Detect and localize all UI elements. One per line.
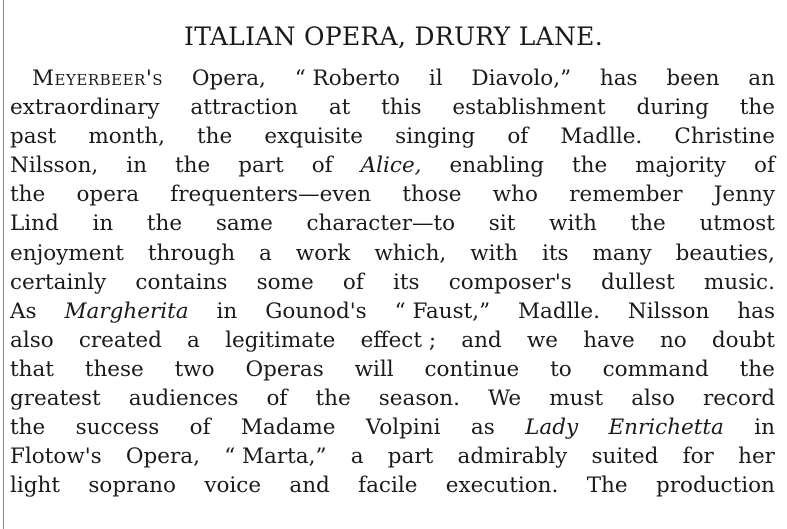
word: the <box>10 415 46 441</box>
word: The <box>586 473 628 499</box>
text-line <box>10 471 775 500</box>
word: in <box>216 298 238 324</box>
word: success <box>75 415 160 441</box>
word: many <box>592 240 652 266</box>
word: Opera, <box>125 444 200 470</box>
word: beauties, <box>675 240 775 266</box>
word: which, <box>374 240 447 266</box>
word: the <box>175 153 211 179</box>
word: extraordinary <box>10 95 160 121</box>
word: As <box>10 298 37 324</box>
word: also <box>631 386 675 412</box>
word: effect ; <box>360 327 437 353</box>
word: remember <box>569 182 683 208</box>
word: dullest <box>600 269 675 295</box>
word: Nilsson, <box>10 153 99 179</box>
word: these <box>84 356 144 382</box>
word: those <box>402 182 462 208</box>
word: in <box>126 153 147 179</box>
word: through <box>147 240 236 266</box>
word: establishment <box>452 95 606 121</box>
word: Lind <box>10 211 59 237</box>
word: facile <box>358 473 418 499</box>
word: her <box>738 444 775 470</box>
word: Alice, <box>360 153 422 179</box>
word: a <box>259 240 272 266</box>
word: part <box>238 153 284 179</box>
word: Meyerbeer's <box>32 66 164 91</box>
word: past <box>10 124 57 150</box>
word: command <box>602 356 709 382</box>
text-line <box>10 384 775 413</box>
text-line <box>10 442 775 471</box>
word: Enrichetta <box>608 415 724 441</box>
word: season. <box>378 386 460 412</box>
word: a <box>187 327 200 353</box>
word: Opera, <box>191 66 266 91</box>
word: execution. <box>445 473 559 499</box>
word: work <box>295 240 351 266</box>
word: the <box>146 211 183 237</box>
word: the <box>197 124 233 150</box>
word: Lady <box>525 415 579 441</box>
word: “ Marta,” <box>224 444 327 470</box>
text-line <box>10 239 775 268</box>
text-line <box>10 209 775 238</box>
word: some <box>256 269 314 295</box>
word: the <box>315 386 351 412</box>
word: voice <box>204 473 262 499</box>
word: Flotow's <box>10 444 102 470</box>
word: with <box>470 240 518 266</box>
word: during <box>636 95 709 121</box>
word: production <box>655 473 775 499</box>
word: legitimate <box>225 327 336 353</box>
text-line <box>10 122 775 151</box>
word: continue <box>424 356 520 382</box>
word: its <box>392 269 420 295</box>
word: its <box>541 240 569 266</box>
word: contains <box>135 269 228 295</box>
word: character—to <box>306 211 456 237</box>
word: in <box>754 415 775 441</box>
word: composer's <box>448 269 572 295</box>
word: enabling <box>449 153 545 179</box>
word: the <box>739 356 775 382</box>
word: that <box>10 356 54 382</box>
word: created <box>78 327 162 353</box>
word: Volpini <box>365 415 441 441</box>
word: Madlle. <box>518 298 600 324</box>
word: an <box>748 66 775 91</box>
word: Jenny <box>713 182 775 208</box>
word: sit <box>488 211 516 237</box>
word: who <box>492 182 538 208</box>
word: also <box>10 327 54 353</box>
text-line <box>10 355 775 384</box>
word: frequenters—even <box>170 182 372 208</box>
word: light <box>10 473 61 499</box>
word: for <box>682 444 714 470</box>
word: must <box>549 386 604 412</box>
word: and <box>461 327 502 353</box>
word: music. <box>703 269 775 295</box>
word: the <box>572 153 608 179</box>
word: Margherita <box>64 298 189 324</box>
word: enjoyment <box>10 240 124 266</box>
word: audiences <box>128 386 239 412</box>
word: have <box>583 327 635 353</box>
word: month, <box>88 124 165 150</box>
word: with <box>549 211 597 237</box>
word: has <box>599 66 638 91</box>
word: soprano <box>88 473 176 499</box>
word: no <box>659 327 687 353</box>
column-rule <box>3 0 4 529</box>
word: same <box>215 211 273 237</box>
text-line <box>10 297 775 326</box>
word: the <box>10 182 46 208</box>
word: majority <box>635 153 727 179</box>
word: two <box>174 356 215 382</box>
word: Christine <box>674 124 775 150</box>
word: certainly <box>10 269 107 295</box>
word: opera <box>76 182 140 208</box>
word: been <box>666 66 720 91</box>
text-line <box>10 151 775 180</box>
word: doubt <box>711 327 775 353</box>
word: at <box>328 95 351 121</box>
text-line <box>10 180 775 209</box>
word: we <box>526 327 559 353</box>
word: of <box>754 153 775 179</box>
word: as <box>470 415 495 441</box>
text-line <box>10 413 775 442</box>
word: a <box>350 444 364 470</box>
word: has <box>737 298 775 324</box>
word: singing <box>395 124 476 150</box>
text-line <box>10 64 775 93</box>
word: Nilsson <box>627 298 710 324</box>
word: greatest <box>10 386 101 412</box>
word: this <box>381 95 422 121</box>
text-line <box>10 268 775 297</box>
text-line <box>10 326 775 355</box>
word: to <box>550 356 572 382</box>
word: “ Roberto <box>294 66 400 91</box>
word: of <box>311 153 333 179</box>
text-line <box>10 93 775 122</box>
word: attraction <box>190 95 298 121</box>
word: in <box>92 211 114 237</box>
word: exquisite <box>264 124 364 150</box>
article-body <box>10 64 775 500</box>
word: and <box>289 473 330 499</box>
word: of <box>266 386 288 412</box>
word: of <box>189 415 211 441</box>
word: We <box>488 386 522 412</box>
word: suited <box>591 444 659 470</box>
word: of <box>507 124 529 150</box>
word: the <box>630 211 666 237</box>
word: the <box>739 95 775 121</box>
word: admirably <box>457 444 568 470</box>
word: Gounod's <box>265 298 367 324</box>
word: record <box>702 386 775 412</box>
word: will <box>354 356 394 382</box>
word: il <box>428 66 443 91</box>
word: Diavolo,” <box>471 66 572 91</box>
word: utmost <box>699 211 775 237</box>
word: Operas <box>245 356 324 382</box>
word: “ Faust,” <box>394 298 491 324</box>
word: of <box>342 269 364 295</box>
word: Madlle. <box>560 124 643 150</box>
word: Madame <box>240 415 336 441</box>
word: part <box>387 444 434 470</box>
article-title: ITALIAN OPERA, DRURY LANE. <box>184 22 603 51</box>
